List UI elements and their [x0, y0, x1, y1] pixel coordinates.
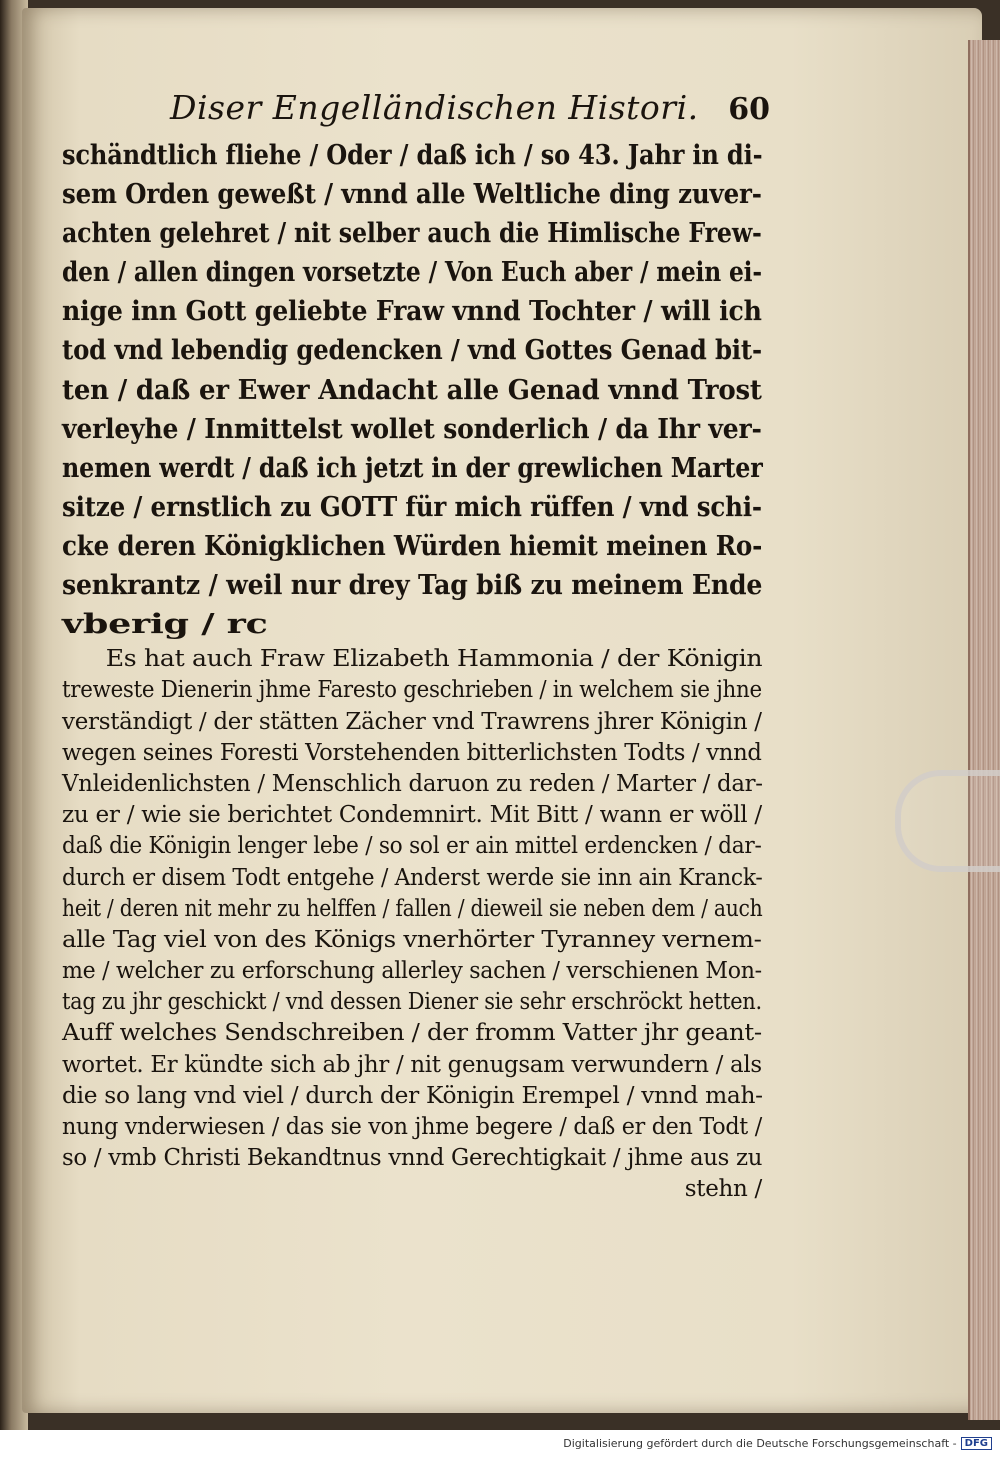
text-line: cke deren Königklichen Würden hiemit meinen Ro-	[62, 530, 763, 562]
dfg-logo: DFG	[961, 1437, 992, 1450]
paragraph-line: zu er / wie sie berichtet Condemnirt. Mit Bitt / wann er wöll /	[62, 802, 762, 829]
text-line: achten gelehret / nit selber auch die Himlische Frew-	[62, 218, 762, 250]
paragraph-line: durch er disem Todt entgehe / Anderst werde sie inn ain Kranck-	[62, 864, 763, 891]
page-header	[170, 88, 770, 127]
text-line: nige inn Gott geliebte Fraw vnnd Tochter / will ich	[62, 296, 762, 328]
digitization-footer	[0, 1430, 1000, 1457]
catchword: stehn /	[684, 1176, 762, 1203]
paragraph-line: verständigt / der stätten Zächer vnd Trawrens jhrer Königin /	[62, 708, 762, 735]
text-line: den / allen dingen vorsetzte / Von Euch aber / mein ei-	[62, 257, 762, 289]
paragraph-line: tag zu jhr geschickt / vnd dessen Diener sie sehr erschröckt hetten.	[62, 989, 762, 1016]
paragraph-line: so / vmb Christi Bekandtnus vnnd Gerechtigkait / jhme aus zu	[62, 1145, 763, 1172]
paragraph-line: die so lang vnd viel / durch der Königin Erempel / vnnd mah-	[62, 1082, 763, 1109]
paragraph-line: me / welcher zu erforschung allerley sachen / verschienen Mon-	[62, 958, 762, 985]
paragraph-line: heit / deren nit mehr zu helffen / fallen / dieweil sie neben dem / auch	[62, 895, 763, 922]
paragraph-line: treweste Dienerin jhme Faresto geschrieben / in welchem sie jhne	[62, 677, 762, 704]
page-block-edge	[968, 40, 1000, 1420]
text-line: nemen werdt / daß ich jetzt in der grewlichen Marter	[62, 452, 763, 484]
text-line: sem Orden geweßt / vnnd alle Weltliche ding zuver-	[62, 179, 762, 211]
text-line: sitze / ernstlich zu GOTT für mich rüffen / vnd schi-	[62, 491, 762, 523]
footer-credit: Digitalisierung gefördert durch die Deutsche Forschungsgemeinschaft -	[563, 1437, 957, 1450]
paragraph-line: Vnleidenlichsten / Menschlich daruon zu reden / Marter / dar-	[62, 770, 763, 797]
text-line: tod vnd lebendig gedencken / vnd Gottes Genad bit-	[62, 335, 762, 367]
text-line: verleyhe / Inmittelst wollet sonderlich / da Ihr ver-	[62, 413, 762, 445]
text-line: schändtlich fliehe / Oder / daß ich / so 43. Jahr in di-	[62, 140, 763, 171]
text-line: senkrantz / weil nur drey Tag biß zu meinem Ende	[62, 570, 763, 602]
paragraph-line: Es hat auch Fraw Elizabeth Hammonia / der Königin	[105, 646, 763, 673]
text-line: vberig / rc	[62, 609, 268, 641]
body-text	[62, 136, 762, 1206]
paragraph-line: wortet. Er kündte sich ab jhr / nit genugsam verwundern / als	[62, 1051, 762, 1078]
running-title: Diser Engelländischen Histori.	[170, 88, 699, 127]
page-number: 60	[728, 92, 770, 127]
paragraph-line: alle Tag viel von des Königs vnerhörter Tyranney vernem-	[62, 926, 762, 953]
paragraph-line: daß die Königin lenger lebe / so sol er ain mittel erdencken / dar-	[62, 833, 762, 860]
paragraph-line: wegen seines Foresti Vorstehenden bitterlichsten Todts / vnnd	[62, 739, 762, 766]
paragraph-line: nung vnderwiesen / das sie von jhme begere / daß er den Todt /	[62, 1114, 762, 1141]
paragraph-line: Auff welches Sendschreiben / der fromm Vatter jhr geant-	[62, 1020, 762, 1047]
text-line: ten / daß er Ewer Andacht alle Genad vnnd Trost	[62, 374, 762, 406]
page-clip	[895, 770, 1000, 872]
